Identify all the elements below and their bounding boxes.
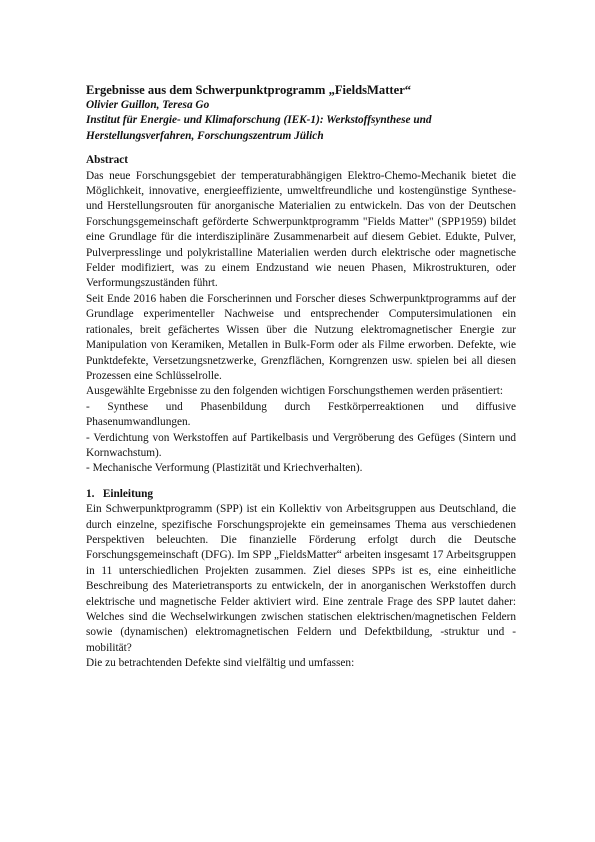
abstract-paragraph-1: Das neue Forschungsgebiet der temperaturabhängigen Elektro-Chemo-Mechanik bietet die Möglichkeit, innovative, energieeffiziente, umweltfreundliche und kostengünstige Synthese- und Herstellungsrouten für anorganische Materialien zu entwickeln. Das von der Deutschen Forschungsgemeinschaft geförderte Schwerpunktprogramm "Fields Matter" (SPP1959) bildet eine Grundlage für die interdisziplinäre Zusammenarbeit auf diesem Gebiet. Edukte, Pulver, Pulverpresslinge und polykristalline Materialien werden durch elektrische oder magnetische Felder modifiziert, was zu einem Endzustand wie neuen Phasen, Mikrostrukturen, oder Verformungszuständen führt. <box>86 169 516 290</box>
abstract-list-item: - Verdichtung von Werkstoffen auf Partikelbasis und Vergröberung des Gefüges (Sintern und Kornwachstum). <box>86 431 516 459</box>
section-title: Einleitung <box>102 487 154 500</box>
abstract-paragraph-3: Ausgewählte Ergebnisse zu den folgenden wichtigen Forschungsthemen werden präsentiert: <box>86 385 504 398</box>
abstract-heading: Abstract <box>86 154 129 167</box>
section-number: 1. <box>86 487 95 500</box>
abstract-paragraph-2: Seit Ende 2016 haben die Forscherinnen und Forscher dieses Schwerpunktprogramms auf der Grundlage experimenteller Nachweise und entsprechender Computersimulationen ein rationales, breit gefächertes Wissen über die Nutzung elektromagnetischer Energie zur Manipulation von Keramiken, Metallen in Bulk-Form oder als Filme erworben. Defekte, wie Punktdefekte, Versetzungsnetzwerke, Grenzflächen, Korngrenzen usw. spielen bei all diesen Prozessen eine Schlüsselrolle. <box>86 292 516 382</box>
abstract-list-item: - Mechanische Verformung (Plastizität und Kriechverhalten). <box>86 462 363 475</box>
introduction-paragraph-1: Ein Schwerpunktprogramm (SPP) ist ein Kollektiv von Arbeitsgruppen aus Deutschland, die durch einzelne, spezifische Forschungsprojekte ein gemeinsames Thema aus verschiedenen Perspektiven beleuchten. Die finanzielle Förderung erfolgt durch die Deutsche Forschungsgemeinschaft (DFG). Im SPP „FieldsMatter“ arbeiten insgesamt 17 Arbeitsgruppen in 11 unterschiedlichen Projekten zusammen. Ziel dieses SPPs ist es, eine einheitliche Beschreibung des Materietransports zu entwickeln, der in anorganischen Werkstoffen durch elektrische und magnetische Felder aktiviert wird. Eine zentrale Frage des SPP lautet daher: Welches sind die Wechselwirkungen zwischen statischen elektrischen/magnetischen Feldern sowie (dynamischen) elektromagnetischen Feldern und Defektbildung, -struktur und -mobilität? <box>86 503 516 654</box>
introduction-paragraph-2: Die zu betrachtenden Defekte sind vielfältig und umfassen: <box>86 657 355 670</box>
abstract-list-item: - Synthese und Phasenbildung durch Festkörperreaktionen und diffusive Phasenumwandlungen. <box>86 400 516 429</box>
paper-page <box>86 82 516 672</box>
paper-affiliation: Institut für Energie- und Klimaforschung (IEK-1): Werkstoffsynthese und Herstellungsverfahren, Forschungszentrum Jülich <box>86 114 432 142</box>
section-heading-introduction <box>86 487 516 502</box>
paper-authors: Olivier Guillon, Teresa Go <box>86 99 210 111</box>
paper-title: Ergebnisse aus dem Schwerpunktprogramm „FieldsMatter“ <box>86 83 412 97</box>
